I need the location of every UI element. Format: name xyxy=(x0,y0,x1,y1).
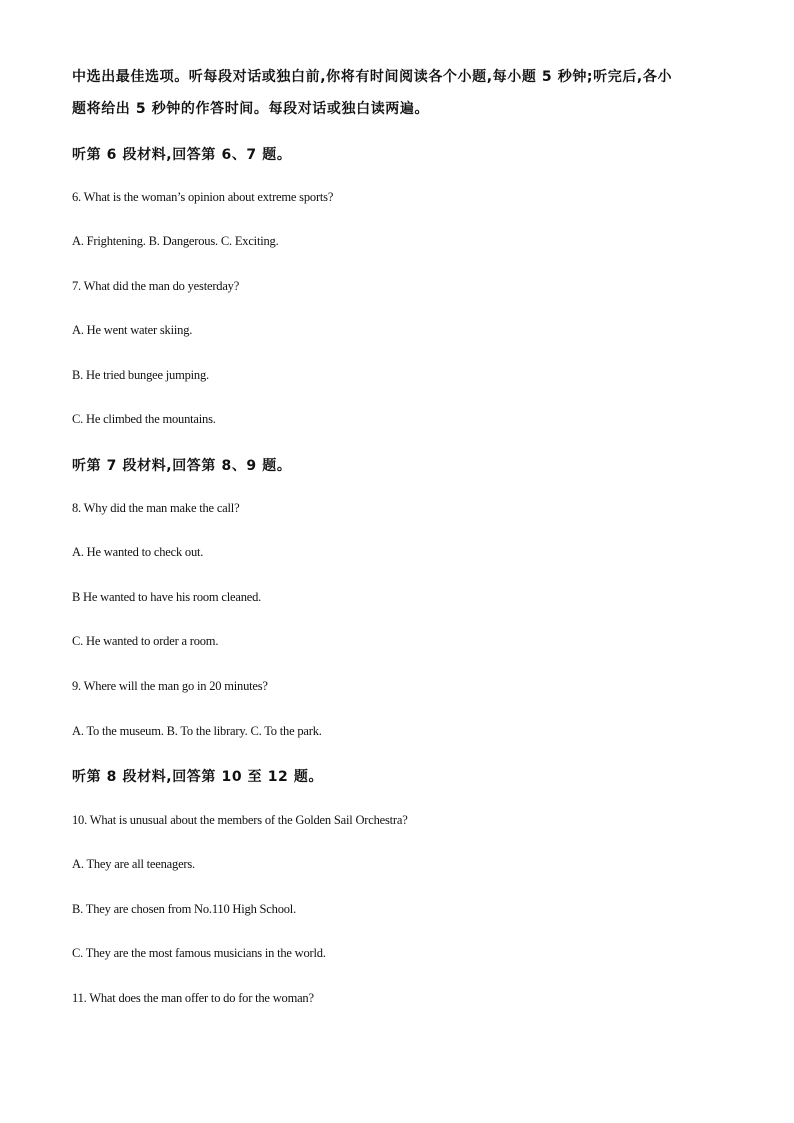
question-10-option-a: A. They are all teenagers. xyxy=(72,857,195,871)
question-9-stem: 9. Where will the man go in 20 minutes? xyxy=(72,679,268,693)
section-heading-8: 听第 8 段材料,回答第 10 至 12 题。 xyxy=(72,769,324,785)
question-7-option-c: C. He climbed the mountains. xyxy=(72,412,216,426)
question-10-stem: 10. What is unusual about the members of the Golden Sail Orchestra? xyxy=(72,813,408,827)
question-6-options: A. Frightening. B. Dangerous. C. Exciting. xyxy=(72,234,279,248)
question-10-option-c: C. They are the most famous musicians in the world. xyxy=(72,946,326,960)
question-6-stem: 6. What is the woman’s opinion about extreme sports? xyxy=(72,190,334,204)
question-11-stem: 11. What does the man offer to do for the woman? xyxy=(72,991,314,1005)
question-9-options: A. To the museum. B. To the library. C. To the park. xyxy=(72,724,322,738)
section-heading-6: 听第 6 段材料,回答第 6、7 题。 xyxy=(72,147,292,163)
question-7-option-b: B. He tried bungee jumping. xyxy=(72,368,209,382)
instructions-line-2: 题将给出 5 秒钟的作答时间。每段对话或独白读两遍。 xyxy=(72,101,430,117)
question-8-stem: 8. Why did the man make the call? xyxy=(72,501,240,515)
question-7-stem: 7. What did the man do yesterday? xyxy=(72,279,240,293)
question-7-option-a: A. He went water skiing. xyxy=(72,323,193,337)
question-8-option-b: B He wanted to have his room cleaned. xyxy=(72,590,262,604)
question-10-option-b: B. They are chosen from No.110 High School. xyxy=(72,902,296,916)
instructions-line-1: 中选出最佳选项。听每段对话或独白前,你将有时间阅读各个小题,每小题 5 秒钟;听完后,各小 xyxy=(72,69,673,85)
question-8-option-a: A. He wanted to check out. xyxy=(72,545,204,559)
question-8-option-c: C. He wanted to order a room. xyxy=(72,634,219,648)
section-heading-7: 听第 7 段材料,回答第 8、9 题。 xyxy=(72,458,292,474)
